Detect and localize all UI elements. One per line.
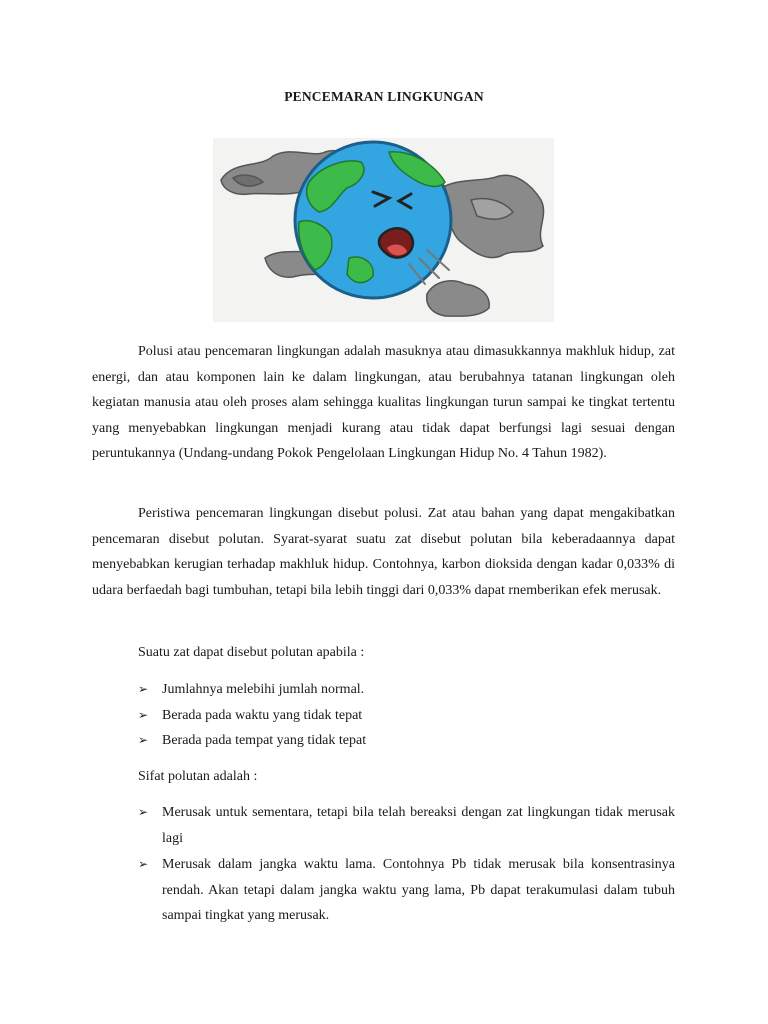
list-item-text: Merusak untuk sementara, tetapi bila telah bereaksi dengan zat lingkungan tidak merusak lagi [162,805,675,846]
paragraph-definition [92,339,675,467]
arrow-bullet-icon: ➢ [138,682,149,696]
list-item [138,703,675,729]
list-item-text: Berada pada tempat yang tidak tepat [162,733,367,748]
paragraph-text: Peristiwa pencemaran lingkungan disebut polusi. Zat atau bahan yang dapat mengakibatkan pencemaran disebut polutan. Syarat-syarat suatu zat disebut polutan bila keberadaannya dapat menyebabkan kerugian terhadap makhluk hidup. Contohnya, karbon dioksida dengan kadar 0,033% di udara berfaedah bagi tumbuhan, tetapi bila lebih tinggi dari 0,033% dapat rnemberikan efek merusak. [92,506,675,598]
list-item-text: Merusak dalam jangka waktu lama. Contohnya Pb tidak merusak bila konsentrasinya rendah. Akan tetapi dalam jangka waktu yang lama, Pb dapat terakumulasi dalam tubuh sampai tingkat yang merusak. [162,857,675,923]
polluted-earth-icon [213,138,554,322]
list-item [138,677,675,703]
document-title: PENCEMARAN LINGKUNGAN [284,89,484,104]
list-item [138,852,675,929]
pollutant-properties-list [138,800,675,930]
pollutant-lead-text: Suatu zat dapat disebut polutan apabila : [138,645,365,660]
properties-lead-text: Sifat polutan adalah : [138,769,258,784]
arrow-bullet-icon: ➢ [138,805,149,819]
paragraph-text: Polusi atau pencemaran lingkungan adalah masuknya atau dimasukkannya makhluk hidup, zat energi, dan atau komponen lain ke dalam lingkungan, atau berubahnya tatanan lingkungan oleh kegiatan manusia atau oleh proses alam sehingga kualitas lingkungan turun sampai ke tingkat tertentu yang menyebabkan lingkungan menjadi kurang atau tidak dapat berfungsi lagi sesuai dengan peruntukannya (Undang-undang Pokok Pengelolaan Lingkungan Hidup No. 4 Tahun 1982). [92,344,675,461]
arrow-bullet-icon: ➢ [138,857,149,871]
arrow-bullet-icon: ➢ [138,707,149,722]
list-item-text: Berada pada waktu yang tidak tepat [162,707,363,723]
pollutant-conditions-list [138,677,675,754]
paragraph-pollution-event [92,501,675,603]
arrow-bullet-icon: ➢ [138,733,149,747]
list-item [138,728,675,754]
list-item-text: Jumlahnya melebihi jumlah normal. [162,682,365,697]
list-item [138,800,675,851]
